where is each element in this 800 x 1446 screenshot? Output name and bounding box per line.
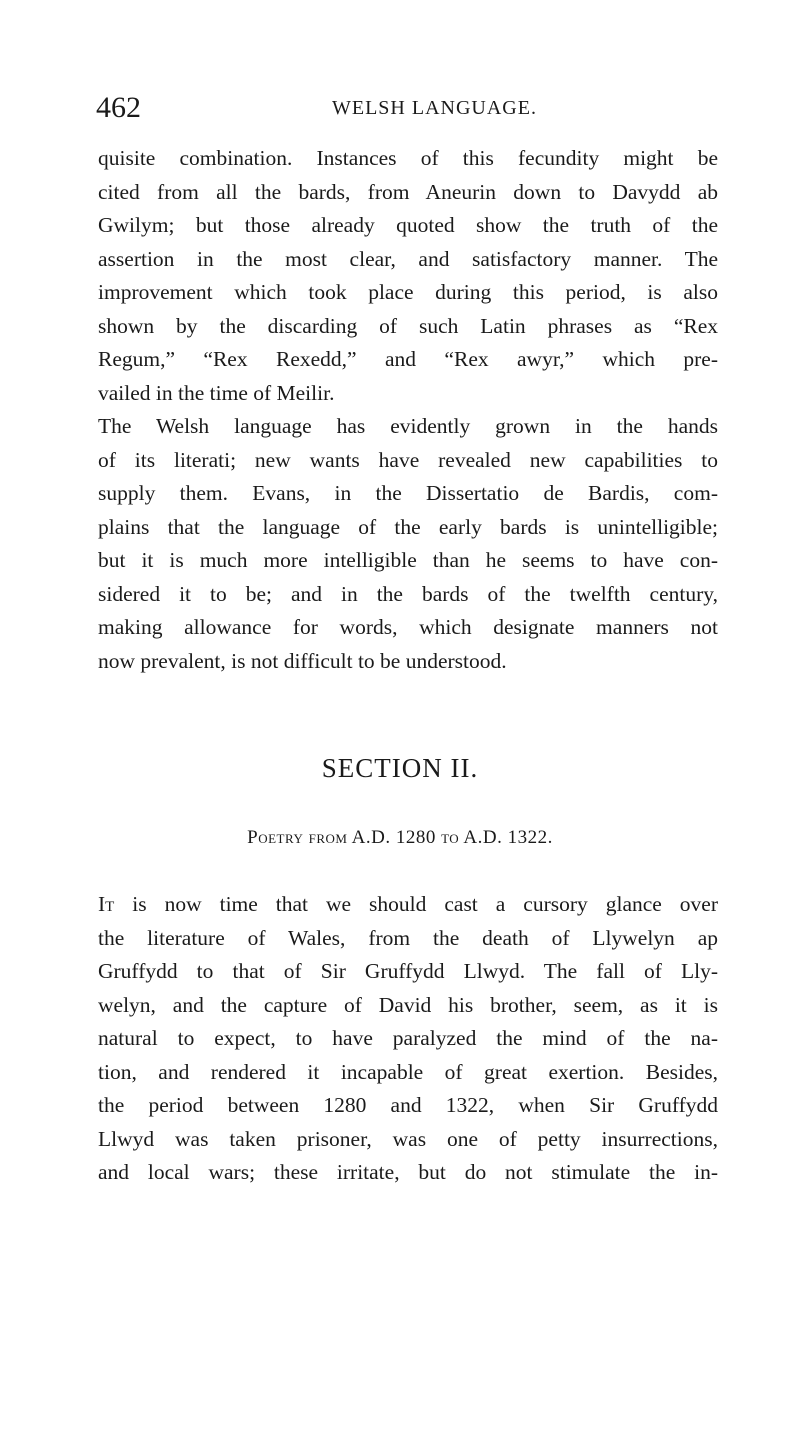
paragraph-line: the literature of Wales, from the death of Llywelyn ap (98, 925, 718, 950)
paragraph-line: Regum,” “Rex Rexedd,” and “Rex awyr,” which pre- (98, 347, 718, 371)
paragraph-line: shown by the discarding of such Latin phrases as “Rex (98, 313, 718, 338)
paragraph-line: improvement which took place during this period, is also (98, 280, 718, 304)
paragraph-line: cited from all the bards, from Aneurin down to Davydd ab (98, 179, 718, 204)
paragraph-first-line (98, 888, 718, 922)
paragraph-2 (98, 410, 718, 678)
paragraph-line: the period between 1280 and 1322, when Sir Gruffydd (98, 1093, 718, 1117)
paragraph-line: now prevalent, is not difficult to be understood. (98, 648, 507, 673)
paragraph-line: vailed in the time of Meilir. (98, 380, 335, 405)
section-subtitle: Poetry from A.D. 1280 to A.D. 1322. (247, 827, 553, 848)
paragraph-line: but it is much more intelligible than he seems to have con- (98, 548, 718, 572)
paragraph-line: Gruffydd to that of Sir Gruffydd Llwyd. The fall of Lly- (98, 959, 718, 983)
first-line-text: is now time that we should cast a cursory glance over (114, 892, 718, 916)
paragraph-line: natural to expect, to have paralyzed the mind of the na- (98, 1026, 718, 1050)
paragraph-line: and local wars; these irritate, but do not stimulate the in- (98, 1160, 718, 1184)
paragraph-line: plains that the language of the early bards is unintelligible; (98, 514, 718, 539)
paragraph-line: sidered it to be; and in the bards of the twelfth century, (98, 581, 718, 606)
paragraph-line: quisite combination. Instances of this fecundity might be (98, 146, 718, 170)
paragraph-3 (98, 888, 718, 1190)
paragraph-line: The Welsh language has evidently grown in the hands (98, 414, 718, 438)
paragraph-1 (98, 142, 718, 410)
page-header (96, 88, 716, 128)
paragraph-line: making allowance for words, which designate manners not (98, 615, 718, 639)
paragraph-line: tion, and rendered it incapable of great exertion. Besides, (98, 1059, 718, 1084)
running-head: WELSH LANGUAGE. (332, 97, 537, 119)
page-number: 462 (96, 91, 141, 124)
paragraph-line: welyn, and the capture of David his brother, seem, as it is (98, 992, 718, 1017)
first-word: It (98, 892, 115, 916)
section-heading: SECTION II. (321, 753, 479, 783)
paragraph-line: supply them. Evans, in the Dissertatio de Bardis, com- (98, 481, 718, 505)
paragraph-line: assertion in the most clear, and satisfactory manner. The (98, 246, 718, 271)
paragraph-line: Llwyd was taken prisoner, was one of petty insurrections, (98, 1126, 718, 1151)
paragraph-line: of its literati; new wants have revealed new capabilities to (98, 447, 718, 472)
paragraph-line: Gwilym; but those already quoted show the truth of the (98, 213, 718, 237)
